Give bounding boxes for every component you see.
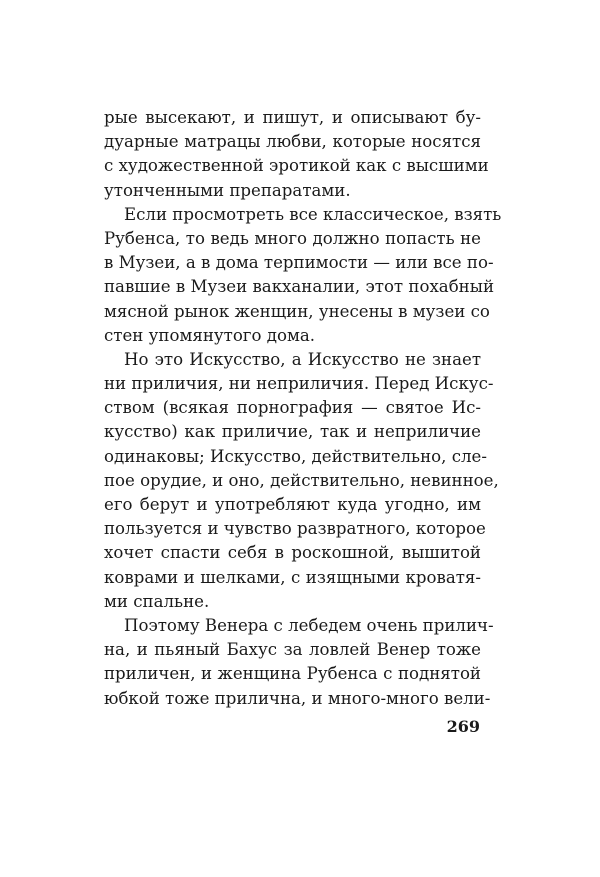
text-line: мясной рынок женщин, унесены в музеи со	[104, 301, 490, 321]
text-line: ни приличия, ни неприличия. Перед Искус-	[104, 374, 494, 394]
text-line: его берут и употребляют куда угодно, им	[104, 495, 481, 514]
text-line: коврами и шелками, с изящными кроватя-	[104, 567, 481, 587]
text-line: кусство) как приличие, так и неприличие	[104, 422, 481, 442]
text-line: рые высекают, и пишут, и описывают бу-	[104, 108, 481, 127]
text-line: Поэтому Венера с лебедем очень прилич-	[124, 615, 494, 635]
text-line: Рубенса, то ведь много должно попасть не	[104, 228, 481, 248]
text-line: в Музеи, а в дома терпимости — или все по-	[104, 253, 494, 273]
body-text	[104, 106, 502, 711]
text-line: хочет спасти себя в роскошной, вышитой	[104, 543, 481, 563]
text-line: пользуется и чувство развратного, которое	[104, 519, 486, 539]
text-line: юбкой тоже прилична, и много-много вели-	[104, 688, 491, 708]
text-line: утонченными препаратами.	[104, 180, 351, 200]
text-line: Если просмотреть все классическое, взять	[124, 204, 502, 224]
text-line: пое орудие, и оно, действительно, невинное,	[104, 470, 499, 490]
text-line: Но это Искусство, а Искусство не знает	[124, 349, 481, 369]
text-line: ством (всякая порнография — святое Ис-	[104, 398, 481, 418]
text-line: дуарные матрацы любви, которые носятся	[104, 132, 481, 152]
text-line: с художественной эротикой как с высшими	[104, 156, 489, 176]
text-line: одинаковы; Искусство, действительно, сле-	[104, 446, 487, 466]
text-line: приличен, и женщина Рубенса с поднятой	[104, 664, 481, 684]
text-line: павшие в Музеи вакханалии, этот похабный	[104, 277, 495, 297]
page-number: 269	[446, 717, 480, 736]
text-line: ми спальне.	[104, 591, 210, 611]
text-line: стен упомянутого дома.	[104, 325, 316, 345]
text-line: на, и пьяный Бахус за ловлей Венер тоже	[104, 640, 481, 660]
